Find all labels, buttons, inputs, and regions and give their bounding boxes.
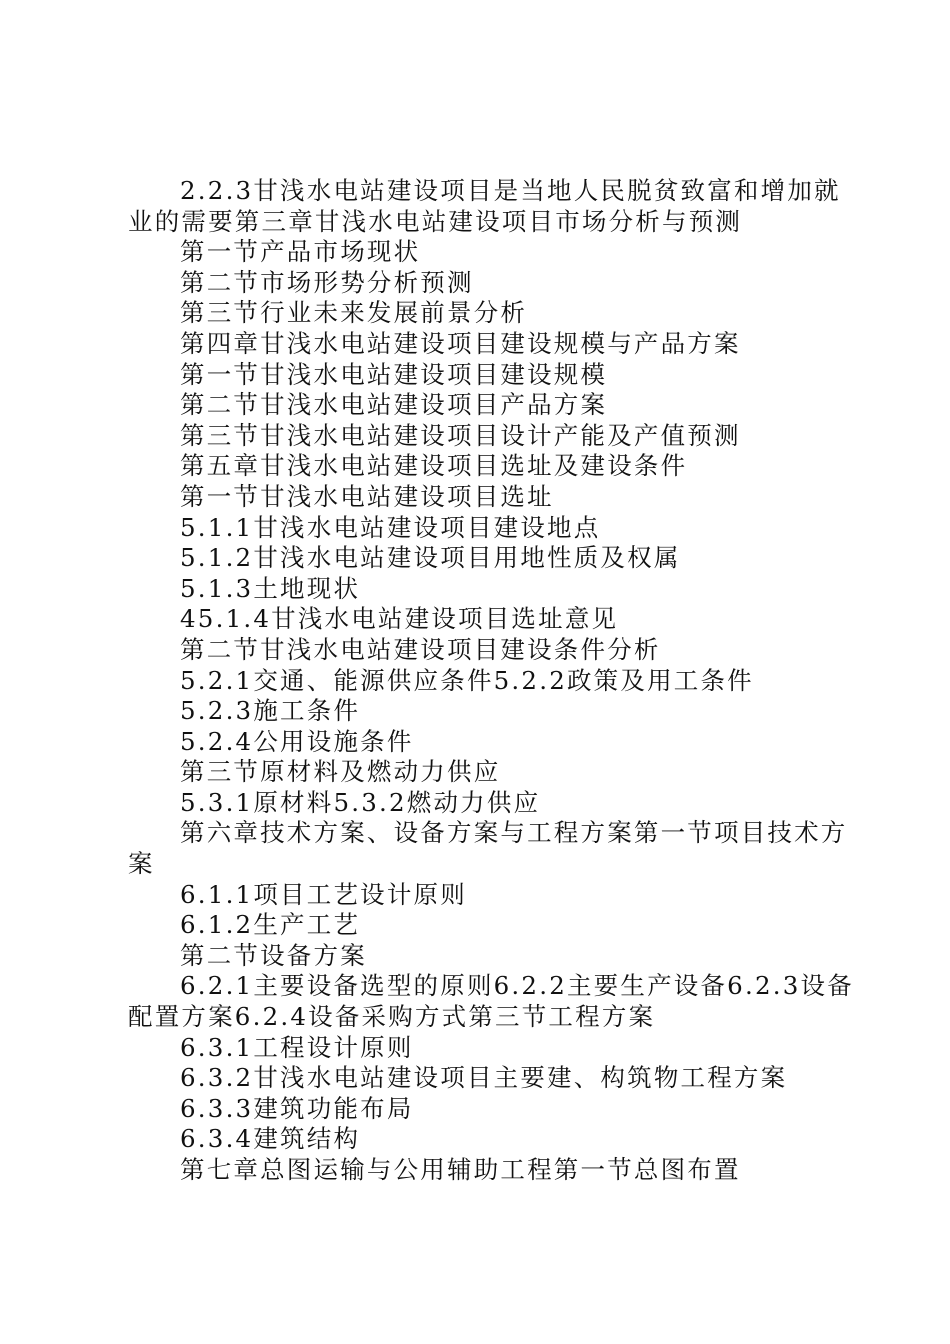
- text-line: 第七章总图运输与公用辅助工程第一节总图布置: [180, 1155, 741, 1184]
- text-line: 5.3.1原材料5.3.2燃动力供应: [180, 787, 541, 817]
- text-line: 6.3.2甘浅水电站建设项目主要建、构筑物工程方案: [180, 1063, 788, 1093]
- text-line: 案: [128, 849, 155, 879]
- text-line: 5.1.2甘浅水电站建设项目用地性质及权属: [180, 543, 681, 573]
- text-line: 第三节原材料及燃动力供应: [180, 757, 501, 787]
- text-line: 6.3.3建筑功能布局: [180, 1093, 414, 1123]
- document-page: [128, 176, 854, 1186]
- text-line: 业的需要第三章甘浅水电站建设项目市场分析与预测: [128, 206, 743, 236]
- text-line: 配置方案6.2.4设备采购方式第三节工程方案: [128, 1002, 656, 1032]
- text-line: 第五章甘浅水电站建设项目选址及建设条件: [180, 451, 688, 481]
- text-line: 第一节甘浅水电站建设项目建设规模: [180, 359, 608, 389]
- text-line: 第二节设备方案: [180, 940, 367, 970]
- text-line: 第二节市场形势分析预测: [180, 267, 474, 297]
- text-line: 6.2.1主要设备选型的原则6.2.2主要生产设备6.2.3设备: [180, 971, 854, 1001]
- text-line: 第二节甘浅水电站建设项目建设条件分析: [180, 634, 661, 664]
- text-line: 第四章甘浅水电站建设项目建设规模与产品方案: [180, 328, 741, 358]
- text-line: 第六章技术方案、设备方案与工程方案第一节项目技术方: [180, 818, 848, 848]
- text-line: 45.1.4甘浅水电站建设项目选址意见: [180, 604, 619, 634]
- text-line: 6.1.2生产工艺: [180, 910, 361, 940]
- text-line: 5.1.3土地现状: [180, 573, 361, 603]
- text-line: 5.1.1甘浅水电站建设项目建设地点: [180, 512, 601, 542]
- text-line: 6.3.4建筑结构: [180, 1124, 361, 1154]
- text-line: 第三节行业未来发展前景分析: [180, 298, 528, 328]
- text-line: 5.2.4公用设施条件: [180, 726, 414, 756]
- text-line: 第一节甘浅水电站建设项目选址: [180, 481, 554, 511]
- text-line: 第二节甘浅水电站建设项目产品方案: [180, 390, 608, 420]
- text-line: 5.2.3施工条件: [180, 696, 361, 726]
- text-line: 6.1.1项目工艺设计原则: [180, 879, 467, 909]
- text-line: 第三节甘浅水电站建设项目设计产能及产值预测: [180, 420, 741, 450]
- text-line: 第一节产品市场现状: [180, 237, 421, 267]
- text-line: 6.3.1工程设计原则: [180, 1032, 414, 1062]
- text-line: 5.2.1交通、能源供应条件5.2.2政策及用工条件: [180, 665, 754, 695]
- text-line: 2.2.3甘浅水电站建设项目是当地人民脱贫致富和增加就: [180, 176, 841, 205]
